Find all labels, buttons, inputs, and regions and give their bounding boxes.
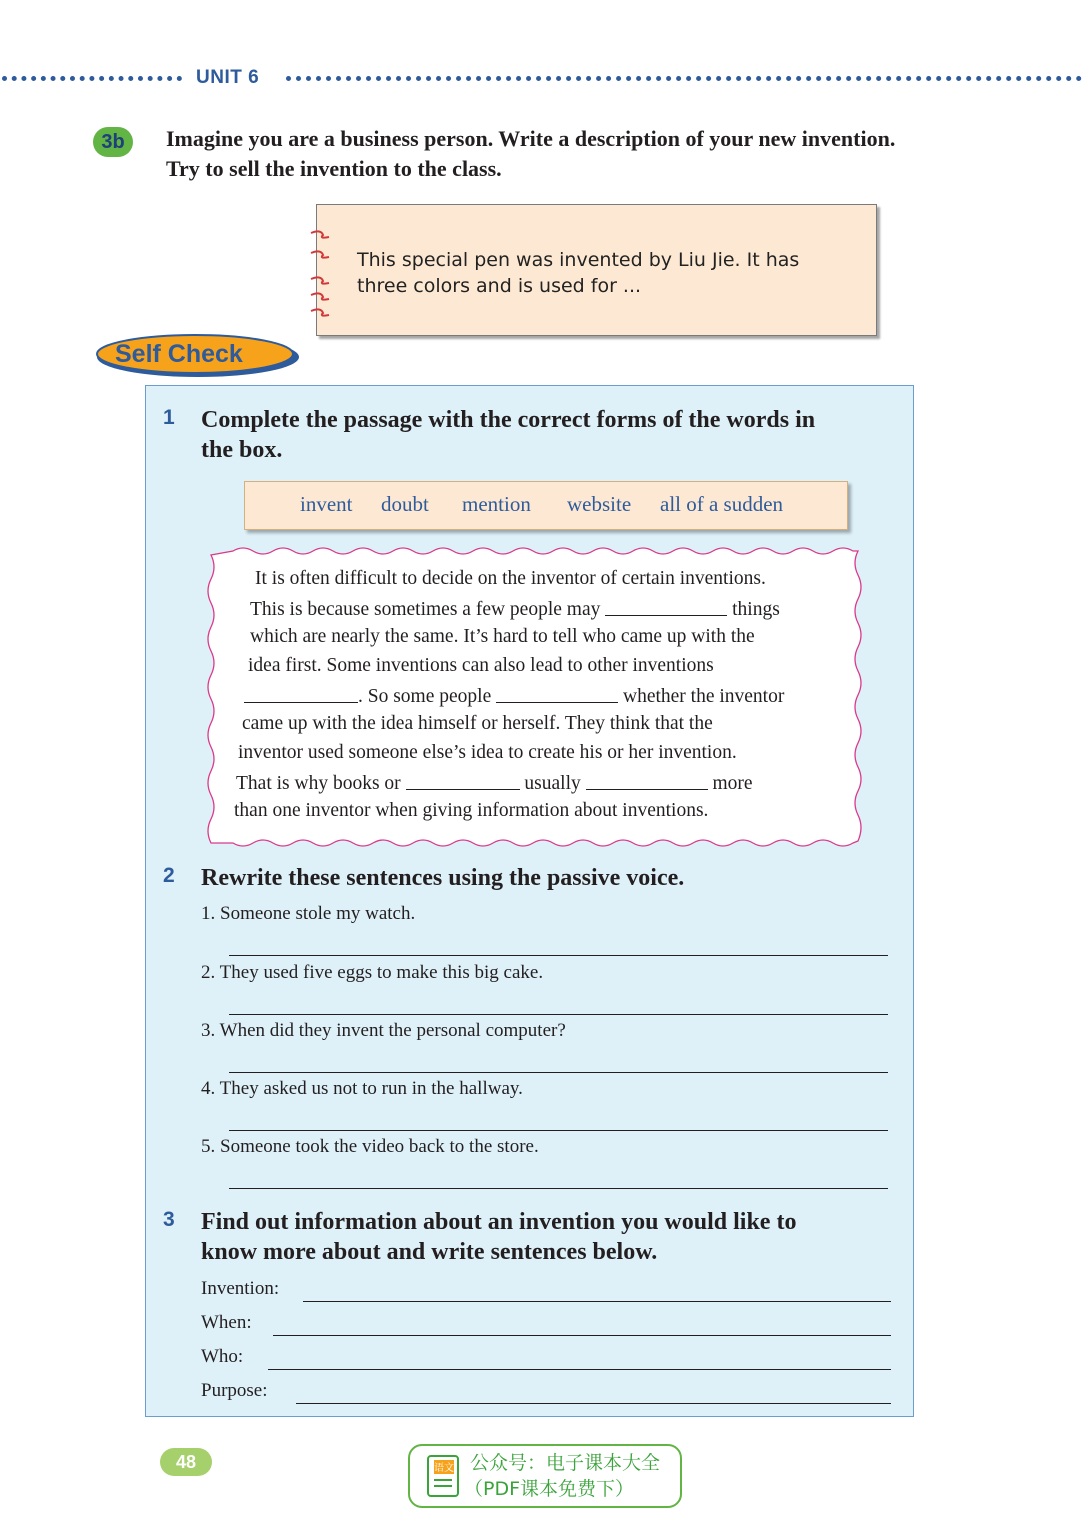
self-check-label: Self Check xyxy=(115,340,243,368)
unit-title: UNIT 6 xyxy=(196,67,260,88)
question-title xyxy=(201,405,815,465)
passage-line: This is because sometimes a few people may things xyxy=(250,599,780,620)
note-card xyxy=(316,204,877,336)
word-box xyxy=(244,481,848,530)
question-title xyxy=(201,1207,796,1267)
rewrite-item: 5. Someone took the video back to the store. xyxy=(201,1136,539,1157)
rewrite-item: 1. Someone stole my watch. xyxy=(201,903,416,924)
spiral-binding-icon xyxy=(309,229,331,321)
field-label: Invention: xyxy=(201,1278,280,1299)
rewrite-item: 4. They asked us not to run in the hallway. xyxy=(201,1078,523,1099)
question-number: 3 xyxy=(163,1208,175,1231)
answer-line[interactable] xyxy=(229,1188,888,1189)
answer-blank[interactable] xyxy=(605,597,727,616)
answer-line[interactable] xyxy=(229,1072,888,1073)
svg-text:语文: 语文 xyxy=(434,1463,454,1474)
word-box-item: website xyxy=(567,492,632,516)
rewrite-item: 2. They used five eggs to make this big cake. xyxy=(201,962,544,983)
word-box-item: invent xyxy=(300,492,353,516)
watermark-stamp xyxy=(408,1444,682,1508)
answer-blank[interactable] xyxy=(586,771,708,790)
passage-line: idea first. Some inventions can also lead to other inventions xyxy=(248,655,714,676)
answer-blank[interactable] xyxy=(244,684,358,703)
question-title-line: the box. xyxy=(201,437,283,463)
stamp-line: 公众号：电子课本大全 xyxy=(470,1452,661,1474)
passage-line: That is why books or usually more xyxy=(236,773,753,794)
activity-instruction: Imagine you are a business person. Write a description of your new invention. Try to sell the invention to the class. xyxy=(166,126,896,181)
activity-badge: 3b xyxy=(93,127,133,157)
field-line[interactable] xyxy=(273,1335,891,1336)
answer-blank[interactable] xyxy=(496,684,618,703)
passage-line: inventor used someone else’s idea to create his or her invention. xyxy=(238,742,737,763)
rewrite-item: 3. When did they invent the personal computer? xyxy=(201,1020,566,1041)
field-line[interactable] xyxy=(303,1301,891,1302)
passage-line: than one inventor when giving information about inventions. xyxy=(234,800,709,821)
passage-line: It is often difficult to decide on the inventor of certain inventions. xyxy=(255,568,766,589)
book-icon xyxy=(426,1454,460,1498)
field-label: When: xyxy=(201,1312,252,1333)
passage-line: . So some people whether the inventor xyxy=(244,684,784,708)
answer-line[interactable] xyxy=(229,1130,888,1131)
answer-blank[interactable] xyxy=(406,771,520,790)
header-dots-left xyxy=(2,76,182,81)
word-box-item: mention xyxy=(462,492,531,516)
question-title-line: Find out information about an invention you would like to xyxy=(201,1209,797,1235)
word-box-item: all of a sudden xyxy=(660,492,784,516)
passage-line: which are nearly the same. It’s hard to tell who came up with the xyxy=(250,626,755,647)
answer-line[interactable] xyxy=(229,955,888,956)
field-label: Who: xyxy=(201,1346,244,1367)
question-number: 2 xyxy=(163,864,175,887)
stamp-line: （PDF课本免费下） xyxy=(464,1478,635,1500)
question-number: 1 xyxy=(163,406,175,429)
question-title-line: Complete the passage with the correct forms of the words in xyxy=(201,407,816,433)
question-title-line: know more about and write sentences below. xyxy=(201,1239,658,1265)
question-title: Rewrite these sentences using the passive voice. xyxy=(201,865,685,891)
passage-line: came up with the idea himself or herself. They think that the xyxy=(242,713,713,734)
note-line: This special pen was invented by Liu Jie. It has xyxy=(357,249,800,271)
word-box-item: doubt xyxy=(381,492,429,516)
note-line: three colors and is used for ... xyxy=(357,275,642,297)
field-line[interactable] xyxy=(296,1403,891,1404)
answer-line[interactable] xyxy=(229,1014,888,1015)
note-text xyxy=(357,247,857,299)
self-check-badge xyxy=(95,334,301,380)
header-dots-right xyxy=(286,76,1082,81)
field-label: Purpose: xyxy=(201,1380,268,1401)
page-number: 48 xyxy=(160,1448,212,1476)
field-line[interactable] xyxy=(268,1369,891,1370)
